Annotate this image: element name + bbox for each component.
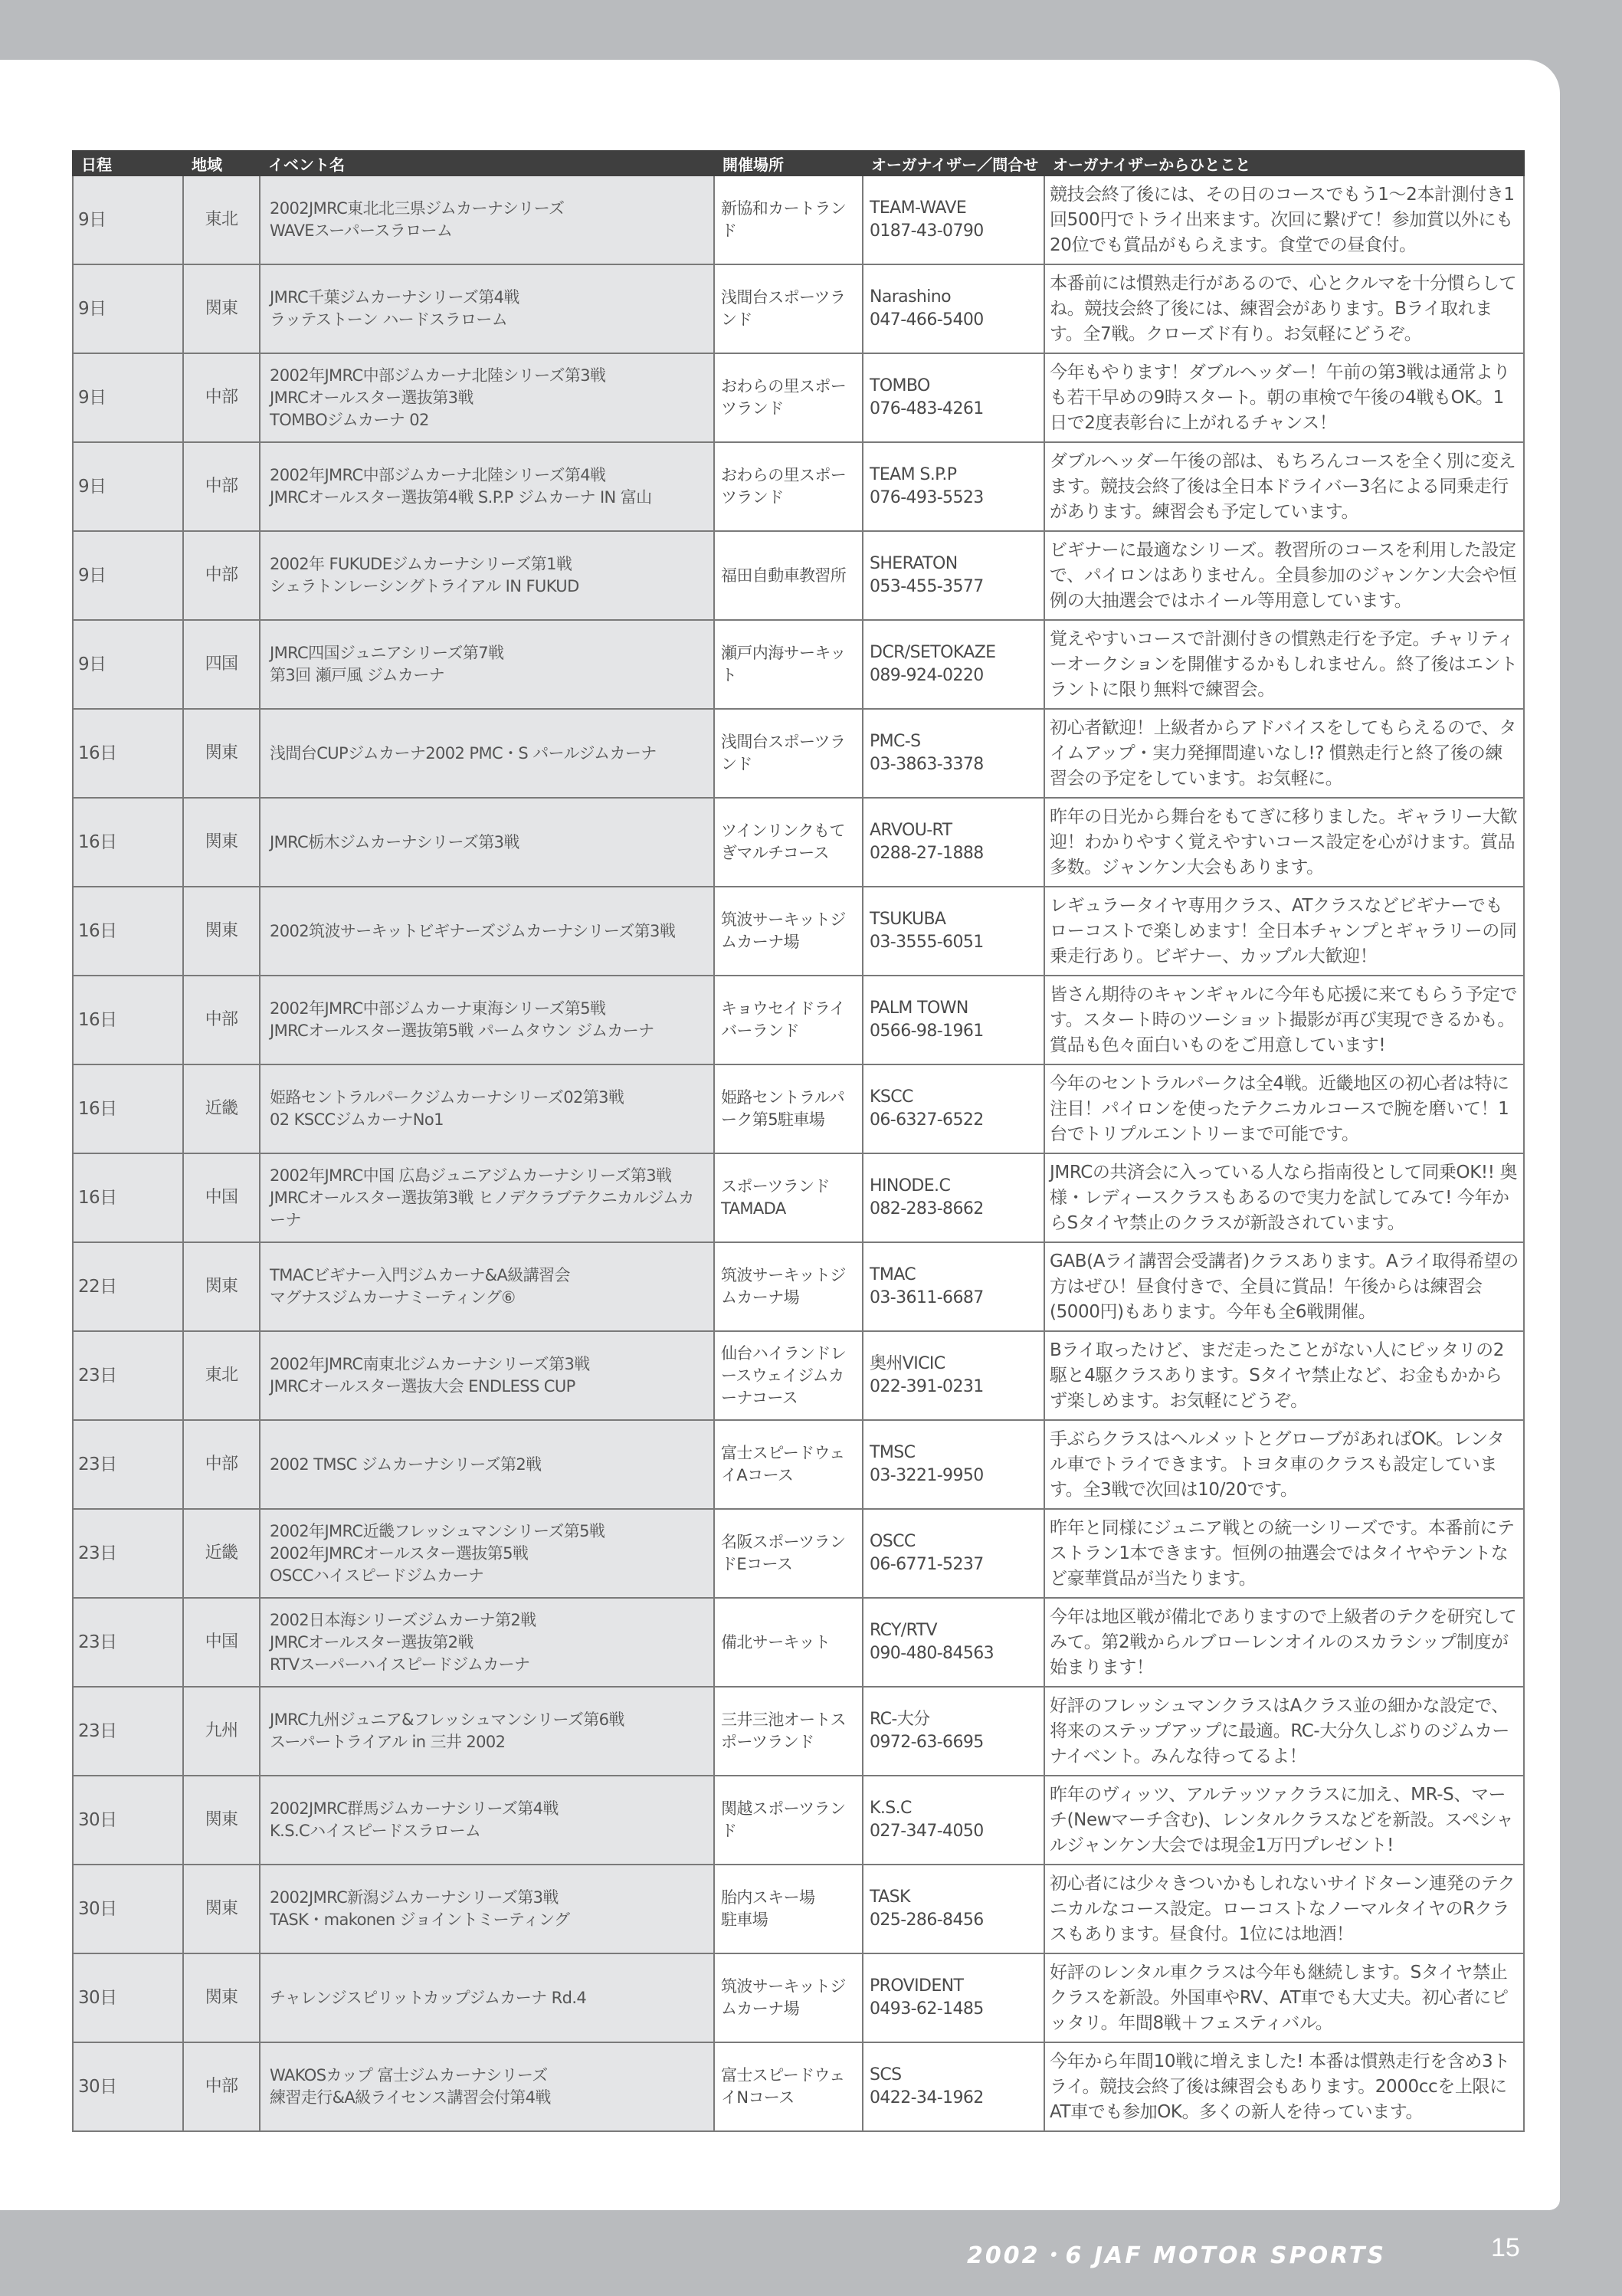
organizer-comment: 昨年のヴィッツ、アルテッツァクラスに加え、MR-S、マーチ(Newマーチ含む)、レンタルクラスなどを新設。スペシャルジャンケン大会では現金1万円プレゼント! (1044, 1776, 1524, 1865)
table-row (73, 1776, 1524, 1865)
organizer-comment: 今年もやります！ダブルヘッダー！午前の第3戦は通常よりも若干早めの9時スタート。朝の車検で午後の4戦もOK。1日で2度表彰台に上がれるチャンス！ (1044, 353, 1524, 442)
event-venue: 新協和カートランド (714, 175, 863, 264)
table-row (73, 1420, 1524, 1509)
organizer-comment: 好評のフレッシュマンクラスはAクラス並の細かな設定で、将来のステップアップに最適。RC-大分久しぶりのジムカーナイベント。みんな待ってるよ！ (1044, 1687, 1524, 1776)
event-date: 9日 (73, 175, 183, 264)
table-row (73, 1509, 1524, 1598)
event-venue: 瀬戸内海サーキット (714, 620, 863, 709)
organizer-comment: 皆さん期待のキャンギャルに今年も応援に来てもらう予定です。スタート時のツーショット撮影が再び実現できるかも。賞品も色々面白いものをご用意しています! (1044, 976, 1524, 1064)
event-date: 23日 (73, 1509, 183, 1598)
event-organizer: ARVOU-RT 0288-27-1888 (863, 798, 1044, 887)
event-venue: キョウセイドライバーランド (714, 976, 863, 1064)
organizer-comment: レギュラータイヤ専用クラス、ATクラスなどビギナーでもローコストで楽しめます！全日本チャンプとギャラリーの同乗走行あり。ビギナー、カップル大歓迎！ (1044, 887, 1524, 976)
event-region: 近畿 (183, 1509, 260, 1598)
event-region: 中部 (183, 2042, 260, 2131)
event-name: 2002年JMRC南東北ジムカーナシリーズ第3戦 JMRCオールスター選抜大会 ENDLESS CUP (260, 1331, 714, 1420)
event-organizer: Narashino 047-466-5400 (863, 264, 1044, 353)
event-region: 中部 (183, 1420, 260, 1509)
organizer-comment: 昨年の日光から舞台をもてぎに移りました。ギャラリー大歓迎！わかりやすく覚えやすいコース設定を心がけます。賞品多数。ジャンケン大会もあります。 (1044, 798, 1524, 887)
event-name: チャレンジスピリットカップジムカーナ Rd.4 (260, 1953, 714, 2042)
event-organizer: HINODE.C 082-283-8662 (863, 1153, 1044, 1242)
event-organizer: 奥州VICIC 022-391-0231 (863, 1331, 1044, 1420)
table-row (73, 709, 1524, 798)
organizer-comment: JMRCの共済会に入っている人なら指南役として同乗OK!! 奥様・レディースクラスもあるので実力を試してみて! 今年からSタイヤ禁止のクラスが新設されています。 (1044, 1153, 1524, 1242)
event-date: 16日 (73, 798, 183, 887)
organizer-comment: 手ぶらクラスはヘルメットとグローブがあればOK。レンタル車でトライできます。トヨタ車のクラスも設定しています。全3戦で次回は10/20です。 (1044, 1420, 1524, 1509)
event-venue: 名阪スポーツランドEコース (714, 1509, 863, 1598)
event-date: 23日 (73, 1687, 183, 1776)
event-organizer: TSUKUBA 03-3555-6051 (863, 887, 1044, 976)
event-organizer: OSCC 06-6771-5237 (863, 1509, 1044, 1598)
event-region: 中部 (183, 442, 260, 531)
table-row (73, 1153, 1524, 1242)
event-date: 23日 (73, 1331, 183, 1420)
event-region: 関東 (183, 264, 260, 353)
table-row (73, 264, 1524, 353)
table-row (73, 175, 1524, 264)
event-region: 中部 (183, 531, 260, 620)
organizer-comment: GAB(Aライ講習会受講者)クラスあります。Aライ取得希望の方はぜひ！昼食付きで、全員に賞品！午後からは練習会(5000円)もあります。今年も全6戦開催。 (1044, 1242, 1524, 1331)
event-date: 30日 (73, 1953, 183, 2042)
event-name: 2002年JMRC中部ジムカーナ北陸シリーズ第4戦 JMRCオールスター選抜第4戦 S.P.P ジムカーナ IN 富山 (260, 442, 714, 531)
event-venue: 関越スポーツランド (714, 1776, 863, 1865)
event-venue: 備北サーキット (714, 1598, 863, 1687)
event-organizer: TMSC 03-3221-9950 (863, 1420, 1044, 1509)
event-venue: 筑波サーキットジムカーナ場 (714, 887, 863, 976)
event-name: 2002年JMRC中部ジムカーナ北陸シリーズ第3戦 JMRCオールスター選抜第3戦 TOMBOジムカーナ 02 (260, 353, 714, 442)
event-organizer: SCS 0422-34-1962 (863, 2042, 1044, 2131)
event-venue: 三井三池オートスポーツランド (714, 1687, 863, 1776)
event-region: 東北 (183, 175, 260, 264)
event-name: JMRC千葉ジムカーナシリーズ第4戦 ラッテストーン ハードスラローム (260, 264, 714, 353)
event-date: 9日 (73, 620, 183, 709)
event-region: 関東 (183, 1865, 260, 1953)
organizer-comment: 好評のレンタル車クラスは今年も継続します。Sタイヤ禁止クラスを新設。外国車やRV、AT車でも大丈夫。初心者にピッタリ。年間8戦＋フェスティバル。 (1044, 1953, 1524, 2042)
header-date: 日程 (73, 151, 183, 175)
table-row (73, 1865, 1524, 1953)
event-organizer: SHERATON 053-455-3577 (863, 531, 1044, 620)
event-organizer: RCY/RTV 090-480-84563 (863, 1598, 1044, 1687)
event-date: 16日 (73, 976, 183, 1064)
table-row (73, 442, 1524, 531)
table-row (73, 620, 1524, 709)
event-organizer: RC-大分 0972-63-6695 (863, 1687, 1044, 1776)
table-row (73, 976, 1524, 1064)
event-date: 16日 (73, 709, 183, 798)
event-venue: 浅間台スポーツランド (714, 264, 863, 353)
event-venue: 姫路セントラルパーク第5駐車場 (714, 1064, 863, 1153)
event-name: JMRC九州ジュニア&フレッシュマンシリーズ第6戦 スーパートライアル in 三井 2002 (260, 1687, 714, 1776)
organizer-comment: Bライ取ったけど、まだ走ったことがない人にピッタリの2駆と4駆クラスあります。Sタイヤ禁止など、お金もかからず楽しめます。お気軽にどうぞ。 (1044, 1331, 1524, 1420)
event-venue: 富士スピードウェイNコース (714, 2042, 863, 2131)
event-organizer: K.S.C 027-347-4050 (863, 1776, 1044, 1865)
table-row (73, 353, 1524, 442)
event-venue: 筑波サーキットジムカーナ場 (714, 1242, 863, 1331)
event-date: 16日 (73, 1153, 183, 1242)
organizer-comment: 今年のセントラルパークは全4戦。近畿地区の初心者は特に注目！パイロンを使ったテクニカルコースで腕を磨いて！1台でトリプルエントリーまで可能です。 (1044, 1064, 1524, 1153)
event-region: 中部 (183, 353, 260, 442)
organizer-comment: 初心者には少々きついかもしれないサイドターン連発のテクニカルなコース設定。ローコストなノーマルタイヤのRクラスもあります。昼食付。1位には地酒！ (1044, 1865, 1524, 1953)
event-name: 2002JMRC群馬ジムカーナシリーズ第4戦 K.S.Cハイスピードスラローム (260, 1776, 714, 1865)
table-row (73, 1331, 1524, 1420)
event-region: 中国 (183, 1153, 260, 1242)
table-row (73, 1687, 1524, 1776)
event-organizer: TEAM-WAVE 0187-43-0790 (863, 175, 1044, 264)
organizer-comment: ビギナーに最適なシリーズ。教習所のコースを利用した設定で、パイロンはありません。全員参加のジャンケン大会や恒例の大抽選会ではホイール等用意しています。 (1044, 531, 1524, 620)
event-name: WAKOSカップ 富士ジムカーナシリーズ 練習走行&A級ライセンス講習会付第4戦 (260, 2042, 714, 2131)
event-name: 2002JMRC新潟ジムカーナシリーズ第3戦 TASK・makonen ジョイントミーティング (260, 1865, 714, 1953)
event-venue: スポーツランド TAMADA (714, 1153, 863, 1242)
event-name: 2002日本海シリーズジムカーナ第2戦 JMRCオールスター選抜第2戦 RTVスーパーハイスピードジムカーナ (260, 1598, 714, 1687)
header-event-name: イベント名 (260, 151, 714, 175)
event-schedule-table (72, 150, 1525, 2132)
page-number: 15 (1491, 2233, 1520, 2262)
event-date: 16日 (73, 887, 183, 976)
event-name: 2002年JMRC中部ジムカーナ東海シリーズ第5戦 JMRCオールスター選抜第5戦 パームタウン ジムカーナ (260, 976, 714, 1064)
event-venue: 胎内スキー場 駐車場 (714, 1865, 863, 1953)
event-venue: 浅間台スポーツランド (714, 709, 863, 798)
organizer-comment: 覚えやすいコースで計測付きの慣熟走行を予定。チャリティーオークションを開催するかもしれません。終了後はエントラントに限り無料で練習会。 (1044, 620, 1524, 709)
event-organizer: TMAC 03-3611-6687 (863, 1242, 1044, 1331)
table-row (73, 798, 1524, 887)
header-venue: 開催場所 (714, 151, 863, 175)
event-venue: 仙台ハイランドレースウェイジムカーナコース (714, 1331, 863, 1420)
event-venue: 筑波サーキットジムカーナ場 (714, 1953, 863, 2042)
organizer-comment: 今年から年間10戦に増えました! 本番は慣熟走行を含め3トライ。競技会終了後は練習会もあります。2000ccを上限にAT車でも参加OK。多くの新人を待っています。 (1044, 2042, 1524, 2131)
organizer-comment: 本番前には慣熟走行があるので、心とクルマを十分慣らしてね。競技会終了後には、練習会があります。Bライ取れます。全7戦。クローズド有り。お気軽にどうぞ。 (1044, 264, 1524, 353)
event-name: 2002JMRC東北北三県ジムカーナシリーズ WAVEスーパースラローム (260, 175, 714, 264)
event-region: 九州 (183, 1687, 260, 1776)
organizer-comment: 競技会終了後には、その日のコースでもう1～2本計測付き1回500円でトライ出来ます。次回に繋げて！参加賞以外にも20位でも賞品がもらえます。食堂での昼食付。 (1044, 175, 1524, 264)
organizer-comment: 初心者歓迎！上級者からアドバイスをしてもらえるので、タイムアップ・実力発揮間違いなし!? 慣熟走行と終了後の練習会の予定をしています。お気軽に。 (1044, 709, 1524, 798)
event-date: 9日 (73, 531, 183, 620)
event-date: 23日 (73, 1420, 183, 1509)
event-name: 2002年JMRC中国 広島ジュニアジムカーナシリーズ第3戦 JMRCオールスター選抜第3戦 ヒノデクラブテクニカルジムカーナ (260, 1153, 714, 1242)
event-region: 関東 (183, 1242, 260, 1331)
event-date: 9日 (73, 442, 183, 531)
event-region: 東北 (183, 1331, 260, 1420)
event-organizer: TEAM S.P.P 076-493-5523 (863, 442, 1044, 531)
event-region: 中部 (183, 976, 260, 1064)
event-venue: 福田自動車教習所 (714, 531, 863, 620)
event-name: 2002 TMSC ジムカーナシリーズ第2戦 (260, 1420, 714, 1509)
event-organizer: PROVIDENT 0493-62-1485 (863, 1953, 1044, 2042)
event-organizer: KSCC 06-6327-6522 (863, 1064, 1044, 1153)
event-name: JMRC四国ジュニアシリーズ第7戦 第3回 瀬戸風 ジムカーナ (260, 620, 714, 709)
event-date: 30日 (73, 1776, 183, 1865)
table-row (73, 1953, 1524, 2042)
event-name: 姫路セントラルパークジムカーナシリーズ02第3戦 02 KSCCジムカーナNo1 (260, 1064, 714, 1153)
event-venue: 富士スピードウェイAコース (714, 1420, 863, 1509)
event-date: 30日 (73, 2042, 183, 2131)
event-date: 30日 (73, 1865, 183, 1953)
event-organizer: TOMBO 076-483-4261 (863, 353, 1044, 442)
event-venue: おわらの里スポーツランド (714, 442, 863, 531)
table-header-row (73, 151, 1524, 175)
event-region: 関東 (183, 887, 260, 976)
event-region: 中国 (183, 1598, 260, 1687)
event-name: 2002筑波サーキットビギナーズジムカーナシリーズ第3戦 (260, 887, 714, 976)
event-region: 四国 (183, 620, 260, 709)
header-organizer: オーガナイザー／問合せ (863, 151, 1044, 175)
event-name: 2002年 FUKUDEジムカーナシリーズ第1戦 シェラトンレーシングトライアル IN FUKUD (260, 531, 714, 620)
header-region: 地域 (183, 151, 260, 175)
header-comment: オーガナイザーからひとこと (1044, 151, 1524, 175)
table-row (73, 531, 1524, 620)
table-row (73, 2042, 1524, 2131)
event-name: TMACビギナー入門ジムカーナ&A級講習会 マグナスジムカーナミーティング⑥ (260, 1242, 714, 1331)
organizer-comment: ダブルヘッダー午後の部は、もちろんコースを全く別に変えます。競技会終了後は全日本ドライバー3名による同乗走行があります。練習会も予定しています。 (1044, 442, 1524, 531)
organizer-comment: 今年は地区戦が備北でありますので上級者のテクを研究してみて。第2戦からルブローレンオイルのスカラシップ制度が始まります！ (1044, 1598, 1524, 1687)
event-date: 9日 (73, 264, 183, 353)
table-row (73, 1064, 1524, 1153)
event-region: 関東 (183, 798, 260, 887)
event-region: 関東 (183, 1953, 260, 2042)
event-name: 浅間台CUPジムカーナ2002 PMC・S パールジムカーナ (260, 709, 714, 798)
event-region: 近畿 (183, 1064, 260, 1153)
event-date: 23日 (73, 1598, 183, 1687)
event-name: 2002年JMRC近畿フレッシュマンシリーズ第5戦 2002年JMRCオールスター選抜第5戦 OSCCハイスピードジムカーナ (260, 1509, 714, 1598)
event-organizer: PMC-S 03-3863-3378 (863, 709, 1044, 798)
magazine-footer-brand: 2002・6 JAF MOTOR SPORTS (967, 2242, 1386, 2269)
event-name: JMRC栃木ジムカーナシリーズ第3戦 (260, 798, 714, 887)
event-region: 関東 (183, 1776, 260, 1865)
event-venue: ツインリンクもてぎマルチコース (714, 798, 863, 887)
event-date: 9日 (73, 353, 183, 442)
event-organizer: PALM TOWN 0566-98-1961 (863, 976, 1044, 1064)
event-region: 関東 (183, 709, 260, 798)
table-row (73, 887, 1524, 976)
event-date: 22日 (73, 1242, 183, 1331)
event-organizer: TASK 025-286-8456 (863, 1865, 1044, 1953)
organizer-comment: 昨年と同様にジュニア戦との統一シリーズです。本番前にテストラン1本できます。恒例の抽選会ではタイヤやテントなど豪華賞品が当たります。 (1044, 1509, 1524, 1598)
event-venue: おわらの里スポーツランド (714, 353, 863, 442)
table-row (73, 1598, 1524, 1687)
event-organizer: DCR/SETOKAZE 089-924-0220 (863, 620, 1044, 709)
table-row (73, 1242, 1524, 1331)
event-date: 16日 (73, 1064, 183, 1153)
